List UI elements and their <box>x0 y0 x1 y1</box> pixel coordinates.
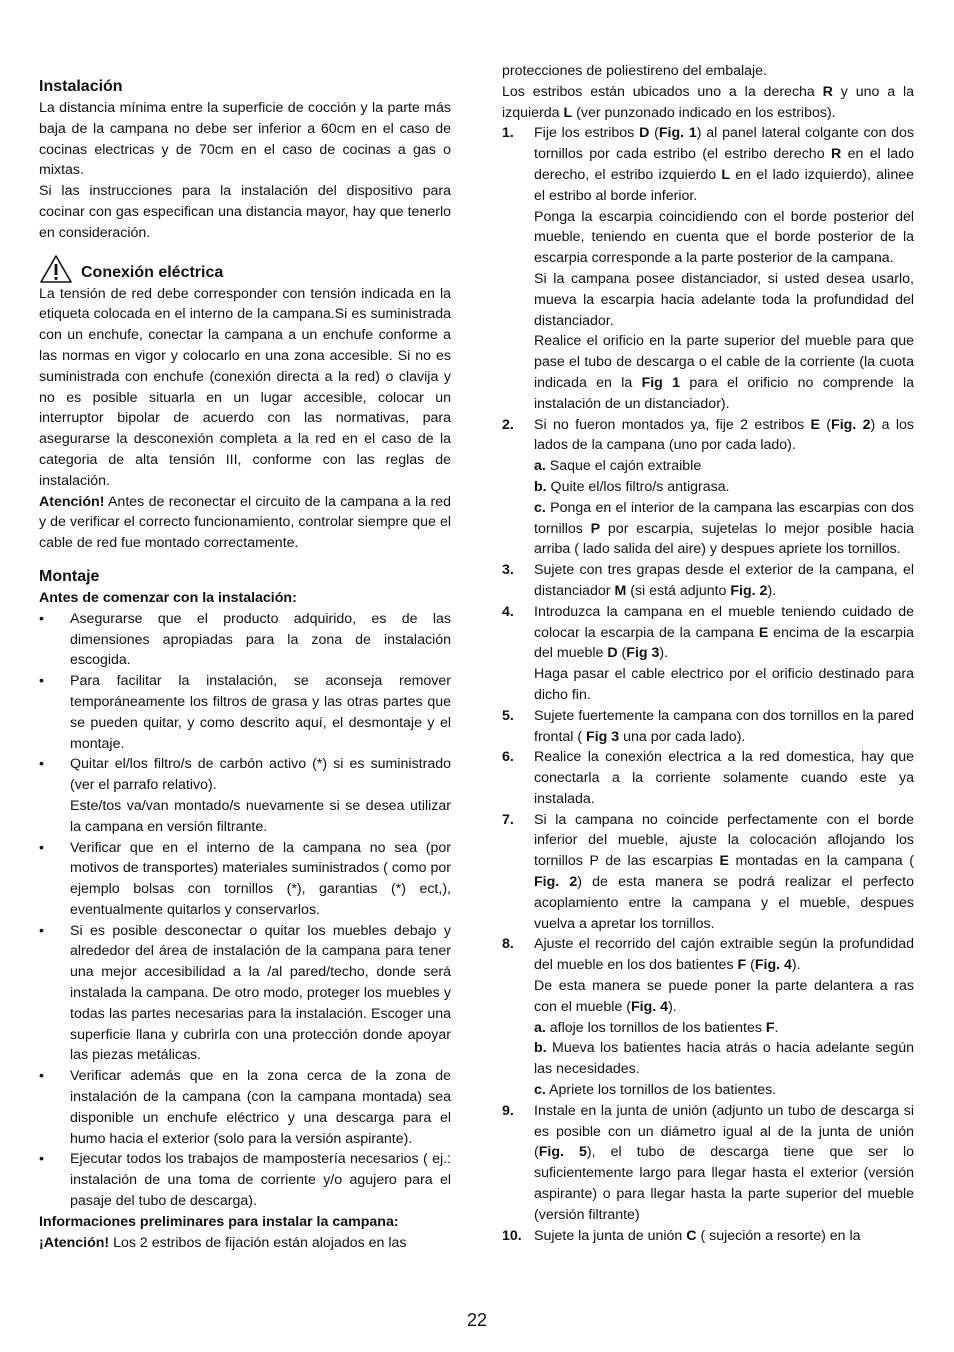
step-4: 4. Introduzca la campana en el mueble teniendo cuidado de colocar la escarpia de la campana E encima de la escarpia del mueble D (Fig 3). Haga pasar el cable electrico por el orificio destinado para dicho fin. <box>502 603 914 703</box>
step-8: 8. Ajuste el recorrido del cajón extraible según la profundidad del mueble en los dos batientes F (Fig. 4). De esta manera se puede poner la parte delantera a ras con el mueble (Fig. 4). a. afloje los tornillos de los batientes F. b. Mueva los batientes hacia atrás o hacia adelante según las necesidades. c. Apriete los tornillos de los batientes. <box>502 936 914 1099</box>
step-2: 2. Si no fueron montados ya, fije 2 estribos E (Fig. 2) a los lados de la campana (uno por cada lado). a. Saque el cajón extraible b. Quite el/los filtro/s antigrasa. c. Ponga en el interior de la campana las escarpias con dos tornillos P por escarpia, sujetelas lo mejor posible hacia arriba ( lado salida del aire) y despues apriete los tornillos. <box>502 416 914 558</box>
step-5: 5. Sujete fuertemente la campana con dos tornillos en la pared frontal ( Fig 3 una por cada lado). <box>502 707 914 745</box>
attention-paragraph: ¡Atención! Los 2 estribos de fijación están alojados en las <box>39 1234 407 1251</box>
subheading: Antes de comenzar con la instalación: <box>39 589 297 606</box>
list-item: • Asegurarse que el producto adquirido, es de las dimensiones apropiadas para la zona de instalación escogida. <box>39 609 451 671</box>
subheading: Informaciones preliminares para instalar la campana: <box>39 1213 399 1230</box>
section-title-instalacion: Instalación <box>39 78 123 95</box>
left-column <box>39 76 451 1253</box>
paragraph: La distancia mínima entre la superficie de cocción y la parte más baja de la campana no debe ser inferior a 60cm en el caso de cocinas electricas y de 70cm en el caso de cocinas a gas o mixtas. <box>39 100 451 179</box>
step-9: 9. Instale en la junta de unión (adjunto un tubo de descarga si es posible con un diámetro igual al de la junta de unión (Fig. 5), el tubo de descarga tiene que ser lo suficientemente largo para llegar hasta el exterior (versión aspirante) o para llegar hasta la parte superior del mueble (versión filtrante) <box>502 1102 914 1223</box>
list-item: • Para facilitar la instalación, se aconseja remover temporáneamente los filtros de grasa y las otras partes que se pueden quitar, y como descrito aquí, el desmontaje y el montaje. <box>39 671 451 754</box>
section-title-conexion: Conexión eléctrica <box>81 263 224 281</box>
paragraph: protecciones de poliestireno del embalaje. <box>502 63 767 79</box>
step-1: 1. Fije los estribos D (Fig. 1) al panel lateral colgante con dos tornillos por cada estribo (el estribo derecho R en el lado derecho, el estribo izquierdo L en el lado izquierdo), alinee el estribo al borde inferior. Ponga la escarpia coincidiendo con el borde posterior del mueble, teniendo en cuenta que el borde posterior de la escarpia corresponde a la parte posterior de la campana. Si la campana posee distanciador, si usted desea usarlo, mueva la escarpia hacia adelante toda la profundidad del distanciador. Realice el orificio en la parte superior del mueble para que pase el tubo de descarga o el cable de la corriente (la cuota indicada en la Fig 1 para el orificio no comprende la instalación de un distanciador). <box>502 125 915 412</box>
step-6: 6. Realice la conexión electrica a la red domestica, hay que conectarla a la corriente solamente cuando este ya instalada. <box>502 749 914 807</box>
list-item: • Ejecutar todos los trabajos de mampostería necesarios ( ej.: instalación de una toma de corriente y/o agujero para el pasaje del tubo de descarga). <box>39 1149 451 1211</box>
list-item: • Verificar que en el interno de la campana no sea (por motivos de transportes) materiales suministrados ( como por ejemplo bolsas con tornillos (*), garantias (*) ect,), eventualmente quitarlos y conservarlos. <box>39 838 451 921</box>
list-item: • Si es posible desconectar o quitar los muebles debajo y alrededor del área de instalación de la campana para tener una mejor accesibilidad a la /al pared/techo, donde será instalada la campana. De otro modo, proteger los muebles y todas las partes necesarias para la instalación. Escoger una superficie llana y cubrirla con una protección donde apoyar las piezas metálicas. <box>39 921 451 1067</box>
numbered-steps <box>502 123 914 1246</box>
section-title-montaje: Montaje <box>39 567 100 585</box>
list-item: • Quitar el/los filtro/s de carbón activo (*) si es suministrado (ver el parrafo relativo). Este/tos va/van montado/s nuevamente si se desea utilizar la campana en versión filtrante. <box>39 754 451 837</box>
paragraph: La tensión de red debe corresponder con tensión indicada en la etiqueta colocada en el interno de la campana.Si es suministrada con un enchufe, conectar la campana a un enchufe conforme a las normas en vigor y colocarlo en una zona accesible. Si no es suministrada con enchufe (conexión directa a la red) o clavija y no es posible situarla en un lugar accesible, colocar un interruptor bipolar de acuerdo con las normativas, para asegurarse la desconexión completa a la red en el caso de la categoria de alta tensión III, conforme con las reglas de instalación. <box>39 285 451 489</box>
warning-triangle-icon <box>39 254 73 284</box>
attention-label: Atención! <box>39 493 105 510</box>
section-heading-conexion <box>39 254 451 284</box>
attention-paragraph: Atención! Antes de reconectar el circuito de la campana a la red y de verificar el correcto funcionamiento, controlar siempre que el cable de red fue montado correctamente. <box>39 493 451 552</box>
paragraph: Si las instrucciones para la instalación del dispositivo para cocinar con gas especifican una distancia mayor, hay que tenerlo en consideración. <box>39 183 451 241</box>
step-10: 10. Sujete la junta de unión C ( sujeción a resorte) en la <box>502 1227 861 1244</box>
list-item: • Verificar además que en la zona cerca de la zona de instalación de la campana (con la campana montada) sea disponible un enchufe eléctrico y una descarga para el humo hacia el exterior (solo para la versión aspirante). <box>39 1066 451 1149</box>
step-7: 7. Si la campana no coincide perfectamente con el borde inferior del mueble, ajuste la colocación aflojando los tornillos P de las escarpias E montadas en la campana ( Fig. 2) de esta manera se podrá realizar el perfecto acoplamiento entre la campana y el mueble, despues vuelva a apretar los tornillos. <box>502 811 914 932</box>
right-column <box>502 61 914 1246</box>
page-number: 22 <box>466 1310 488 1330</box>
paragraph: Los estribos están ubicados uno a la derecha R y uno a la izquierda L (ver punzonado indicado en los estribos). <box>502 83 914 121</box>
step-3: 3. Sujete con tres grapas desde el exterior de la campana, el distanciador M (si está adjunto Fig. 2). <box>502 562 914 599</box>
bullet-list <box>39 609 451 1212</box>
